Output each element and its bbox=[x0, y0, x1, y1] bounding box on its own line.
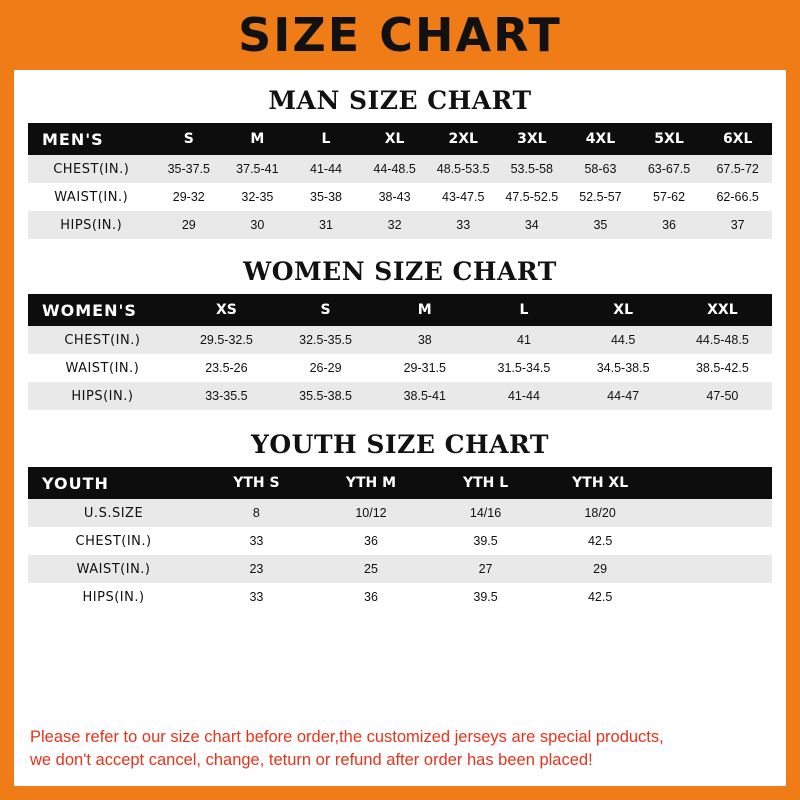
content bbox=[14, 70, 786, 786]
youth-chest-label: CHEST(IN.) bbox=[28, 527, 199, 555]
men-hips-s: 29 bbox=[154, 211, 223, 239]
men-waist-label: WAIST(IN.) bbox=[28, 183, 154, 211]
women-chest-s: 32.5-35.5 bbox=[276, 326, 375, 354]
women-size-s: S bbox=[276, 294, 375, 326]
women-size-xl: XL bbox=[574, 294, 673, 326]
notice-line-2: we don't accept cancel, change, teturn or refund after order has been placed! bbox=[30, 750, 593, 769]
youth-spacer-cell bbox=[657, 527, 772, 555]
youth-size-s: YTH S bbox=[199, 467, 314, 499]
table-row bbox=[28, 382, 772, 410]
men-chest-m: 37.5-41 bbox=[223, 155, 292, 183]
women-waist-xs: 23.5-26 bbox=[177, 354, 276, 382]
men-size-3xl: 3XL bbox=[498, 123, 567, 155]
women-chest-m: 38 bbox=[375, 326, 474, 354]
youth-waist-label: WAIST(IN.) bbox=[28, 555, 199, 583]
women-row-header: WOMEN'S bbox=[28, 294, 177, 326]
men-row-header: MEN'S bbox=[28, 123, 154, 155]
youth-ussize-s: 8 bbox=[199, 499, 314, 527]
youth-hips-l: 39.5 bbox=[428, 583, 543, 611]
youth-waist-m: 25 bbox=[314, 555, 429, 583]
women-hips-m: 38.5-41 bbox=[375, 382, 474, 410]
men-size-2xl: 2XL bbox=[429, 123, 498, 155]
women-waist-xl: 34.5-38.5 bbox=[574, 354, 673, 382]
women-waist-m: 29-31.5 bbox=[375, 354, 474, 382]
men-size-xl: XL bbox=[360, 123, 429, 155]
youth-size-table bbox=[28, 467, 772, 611]
women-chest-label: CHEST(IN.) bbox=[28, 326, 177, 354]
men-chest-s: 35-37.5 bbox=[154, 155, 223, 183]
women-hips-s: 35.5-38.5 bbox=[276, 382, 375, 410]
youth-row-header: YOUTH bbox=[28, 467, 199, 499]
youth-hips-s: 33 bbox=[199, 583, 314, 611]
table-row bbox=[28, 183, 772, 211]
men-waist-2xl: 43-47.5 bbox=[429, 183, 498, 211]
men-hips-l: 31 bbox=[292, 211, 361, 239]
men-hips-6xl: 37 bbox=[703, 211, 772, 239]
youth-hips-xl: 42.5 bbox=[543, 583, 658, 611]
men-size-4xl: 4XL bbox=[566, 123, 635, 155]
men-hips-xl: 32 bbox=[360, 211, 429, 239]
youth-spacer-cell bbox=[657, 583, 772, 611]
youth-spacer bbox=[657, 467, 772, 499]
men-size-table bbox=[28, 123, 772, 239]
youth-size-l: YTH L bbox=[428, 467, 543, 499]
youth-ussize-l: 14/16 bbox=[428, 499, 543, 527]
men-waist-m: 32-35 bbox=[223, 183, 292, 211]
men-chest-4xl: 58-63 bbox=[566, 155, 635, 183]
women-chest-l: 41 bbox=[474, 326, 573, 354]
table-row bbox=[28, 326, 772, 354]
men-waist-5xl: 57-62 bbox=[635, 183, 704, 211]
order-notice bbox=[28, 716, 772, 786]
notice-line-1: Please refer to our size chart before order,the customized jerseys are special products, bbox=[30, 727, 664, 746]
table-row bbox=[28, 583, 772, 611]
youth-hips-label: HIPS(IN.) bbox=[28, 583, 199, 611]
men-hips-2xl: 33 bbox=[429, 211, 498, 239]
men-size-s: S bbox=[154, 123, 223, 155]
table-header-row bbox=[28, 467, 772, 499]
table-row bbox=[28, 527, 772, 555]
youth-size-xl: YTH XL bbox=[543, 467, 658, 499]
women-hips-xl: 44-47 bbox=[574, 382, 673, 410]
women-hips-xs: 33-35.5 bbox=[177, 382, 276, 410]
bottom-accent-bar bbox=[14, 786, 786, 800]
women-hips-xxl: 47-50 bbox=[673, 382, 772, 410]
youth-spacer-cell bbox=[657, 555, 772, 583]
women-chest-xs: 29.5-32.5 bbox=[177, 326, 276, 354]
women-size-xs: XS bbox=[177, 294, 276, 326]
men-waist-3xl: 47.5-52.5 bbox=[498, 183, 567, 211]
men-hips-4xl: 35 bbox=[566, 211, 635, 239]
youth-chest-m: 36 bbox=[314, 527, 429, 555]
youth-waist-xl: 29 bbox=[543, 555, 658, 583]
men-size-5xl: 5XL bbox=[635, 123, 704, 155]
youth-spacer-cell bbox=[657, 499, 772, 527]
women-size-table bbox=[28, 294, 772, 410]
men-waist-4xl: 52.5-57 bbox=[566, 183, 635, 211]
table-row bbox=[28, 211, 772, 239]
table-header-row bbox=[28, 123, 772, 155]
youth-chest-l: 39.5 bbox=[428, 527, 543, 555]
men-hips-m: 30 bbox=[223, 211, 292, 239]
table-row bbox=[28, 155, 772, 183]
youth-waist-l: 27 bbox=[428, 555, 543, 583]
men-chest-3xl: 53.5-58 bbox=[498, 155, 567, 183]
men-chest-label: CHEST(IN.) bbox=[28, 155, 154, 183]
youth-section-title: YOUTH SIZE CHART bbox=[251, 430, 549, 459]
women-chest-xxl: 44.5-48.5 bbox=[673, 326, 772, 354]
women-waist-xxl: 38.5-42.5 bbox=[673, 354, 772, 382]
men-waist-l: 35-38 bbox=[292, 183, 361, 211]
women-hips-label: HIPS(IN.) bbox=[28, 382, 177, 410]
women-section-title: WOMEN SIZE CHART bbox=[243, 257, 557, 286]
men-chest-6xl: 67.5-72 bbox=[703, 155, 772, 183]
women-waist-l: 31.5-34.5 bbox=[474, 354, 573, 382]
men-size-m: M bbox=[223, 123, 292, 155]
men-size-l: L bbox=[292, 123, 361, 155]
youth-hips-m: 36 bbox=[314, 583, 429, 611]
table-row bbox=[28, 499, 772, 527]
youth-chest-xl: 42.5 bbox=[543, 527, 658, 555]
youth-ussize-xl: 18/20 bbox=[543, 499, 658, 527]
table-header-row bbox=[28, 294, 772, 326]
banner bbox=[14, 0, 786, 70]
men-waist-s: 29-32 bbox=[154, 183, 223, 211]
women-size-xxl: XXL bbox=[673, 294, 772, 326]
women-hips-l: 41-44 bbox=[474, 382, 573, 410]
women-size-m: M bbox=[375, 294, 474, 326]
women-chest-xl: 44.5 bbox=[574, 326, 673, 354]
table-row bbox=[28, 555, 772, 583]
youth-ussize-label: U.S.SIZE bbox=[28, 499, 199, 527]
men-hips-5xl: 36 bbox=[635, 211, 704, 239]
men-chest-5xl: 63-67.5 bbox=[635, 155, 704, 183]
women-waist-label: WAIST(IN.) bbox=[28, 354, 177, 382]
page-title: SIZE CHART bbox=[238, 8, 562, 62]
women-size-l: L bbox=[474, 294, 573, 326]
men-section-title: MAN SIZE CHART bbox=[268, 86, 532, 115]
men-size-6xl: 6XL bbox=[703, 123, 772, 155]
men-chest-l: 41-44 bbox=[292, 155, 361, 183]
youth-chest-s: 33 bbox=[199, 527, 314, 555]
men-hips-3xl: 34 bbox=[498, 211, 567, 239]
youth-waist-s: 23 bbox=[199, 555, 314, 583]
women-waist-s: 26-29 bbox=[276, 354, 375, 382]
youth-ussize-m: 10/12 bbox=[314, 499, 429, 527]
men-hips-label: HIPS(IN.) bbox=[28, 211, 154, 239]
table-row bbox=[28, 354, 772, 382]
men-waist-6xl: 62-66.5 bbox=[703, 183, 772, 211]
youth-size-m: YTH M bbox=[314, 467, 429, 499]
men-chest-xl: 44-48.5 bbox=[360, 155, 429, 183]
men-chest-2xl: 48.5-53.5 bbox=[429, 155, 498, 183]
men-waist-xl: 38-43 bbox=[360, 183, 429, 211]
